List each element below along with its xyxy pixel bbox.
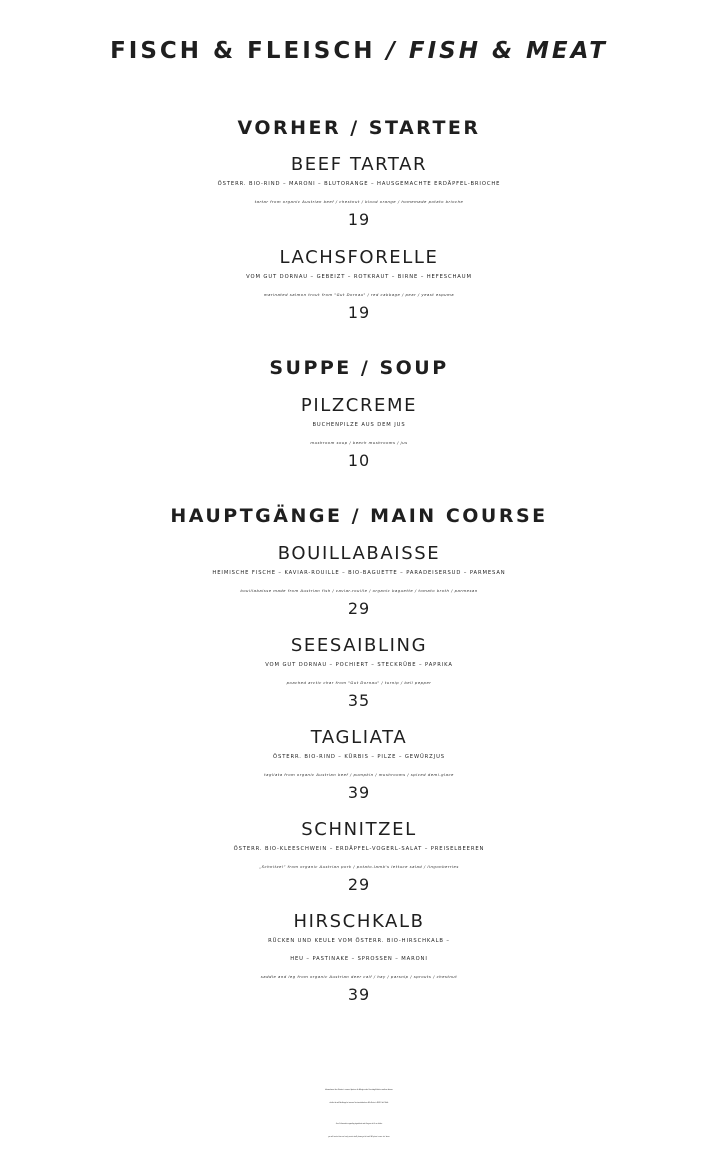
- page-title: [0, 34, 718, 68]
- dish-price: 35: [347, 691, 371, 710]
- dish-price: 29: [347, 599, 371, 618]
- dish-name: BOUILLABAISSE: [277, 543, 441, 564]
- menu-item-lachsforelle: [0, 248, 718, 323]
- dish-description-de: ÖSTERR. BIO-RIND – MARONI – BLUTORANGE – HAUSGEMACHTE ERDÄPFEL-BRIOCHE: [217, 181, 501, 187]
- dish-price: 39: [347, 783, 371, 802]
- dish-description-de: HEIMISCHE FISCHE – KAVIAR-ROUILLE – BIO-BAGUETTE – PARADEISERSUD – PARMESAN: [212, 570, 506, 576]
- dish-price: 29: [347, 875, 371, 894]
- allergen-notice-de: [0, 1084, 718, 1110]
- section-title-soup: SUPPE / SOUP: [269, 357, 449, 379]
- menu-item-schnitzel: [0, 820, 718, 895]
- page-title-en: FISH & MEAT: [408, 38, 608, 64]
- dish-description-de-line-2: HEU – PASTINAKE – SPROSSEN – MARONI: [290, 956, 428, 962]
- allergen-notice-en-line-2: you will receive from our lovely service staff, please get in touch! All prices in euro, incl. taxes.: [328, 1137, 390, 1138]
- dish-name: SCHNITZEL: [301, 819, 417, 840]
- menu-item-pilzcreme: [0, 396, 718, 471]
- page-title-de: FISCH & FLEISCH: [110, 38, 376, 64]
- dish-description-en: mushroom soup / beech mushrooms / jus: [310, 440, 408, 445]
- dish-price: 19: [347, 210, 371, 229]
- menu-item-tagliata: [0, 728, 718, 803]
- menu-item-hirschkalb: [0, 912, 718, 1005]
- dish-description-en: „Schnitzel“ from organic Austrian pork / potato-lamb's lettuce salad / lingonberries: [259, 864, 459, 869]
- dish-description-en: saddle and leg from organic Austrian deer calf / hay / parsnip / sprouts / chestnut: [260, 974, 458, 979]
- dish-description-en: poached arctic char from "Gut Dornau" / turnip / bell pepper: [286, 680, 432, 685]
- dish-price: 39: [347, 985, 371, 1004]
- dish-description-de: ÖSTERR. BIO-KLEESCHWEIN – ERDÄPFEL-VOGERL-SALAT – PREISELBEEREN: [233, 846, 485, 852]
- dish-description-en: tartar from organic Austrian beef / chestnut / blood orange / homemade potato brioche: [254, 199, 464, 204]
- section-title-main-course: HAUPTGÄNGE / MAIN COURSE: [170, 505, 548, 527]
- dish-description-en: marinated salmon trout from "Gut Dornau" / red cabbage / pear / yeast espuma: [263, 292, 455, 297]
- dish-description-de: RÜCKEN UND KEULE VOM ÖSTERR. BIO-HIRSCHKALB –: [268, 938, 450, 944]
- menu-item-beef-tartar: [0, 155, 718, 230]
- dish-description-de: VOM GUT DORNAU – GEBEIZT – ROTKRAUT – BIRNE – HEFESCHAUM: [246, 274, 472, 280]
- allergen-notice-en: [0, 1118, 718, 1144]
- dish-price: 19: [347, 303, 371, 322]
- dish-name: PILZCREME: [300, 395, 418, 416]
- dish-name: BEEF TARTAR: [290, 154, 428, 175]
- allergen-notice-de-line-1: Informationen über Zutaten in unseren Speisen, die Allergien oder Unverträglichkeiten auslösen können,: [324, 1090, 394, 1091]
- dish-name: SEESAIBLING: [290, 635, 428, 656]
- allergen-notice-en-line-1: For all information regarding ingredients and allergens of all our dishes: [335, 1124, 383, 1125]
- dish-price: 10: [347, 451, 371, 470]
- dish-name: HIRSCHKALB: [293, 911, 425, 932]
- allergen-notice: [0, 1084, 718, 1144]
- page-title-separator: /: [375, 38, 409, 64]
- dish-description-en: tagliata from organic Austrian beef / pumpkin / mushrooms / spiced demi-glace: [264, 772, 454, 777]
- allergen-notice-de-line-2: erhältst du auf Nachfrage bei unseren Servicemitarbeitern. Alle Preise in EURO, Inkl. MwSt.: [329, 1103, 389, 1104]
- menu-item-seesaibling: [0, 636, 718, 711]
- dish-description-de: BUCHENPILZE AUS DEM JUS: [312, 422, 406, 428]
- dish-description-de: ÖSTERR. BIO-RIND – KÜRBIS – PILZE – GEWÜRZJUS: [273, 754, 445, 760]
- dish-name: TAGLIATA: [310, 727, 408, 748]
- dish-description-en: bouillabaisse made from Austrian fish / caviar-rouille / organic baguette / tomato broth / parmesan: [240, 588, 478, 593]
- dish-name: LACHSFORELLE: [279, 247, 439, 268]
- section-title-starter: VORHER / STARTER: [237, 117, 481, 139]
- dish-description-de: VOM GUT DORNAU – POCHIERT – STECKRÜBE – PAPRIKA: [265, 662, 453, 668]
- menu-item-bouillabaisse: [0, 544, 718, 619]
